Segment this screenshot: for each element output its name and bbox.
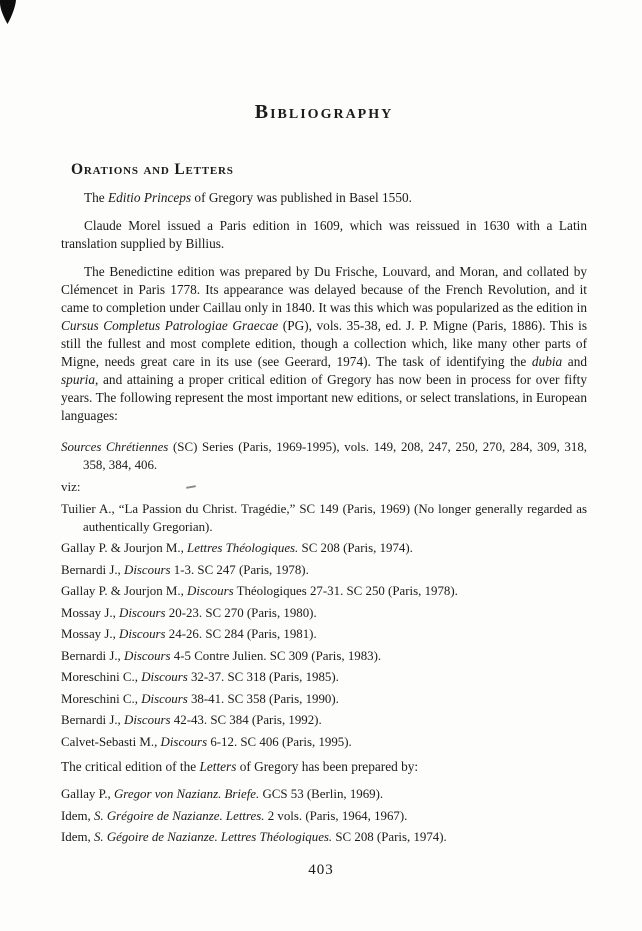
bibliography-entry: Tuilier A., “La Passion du Christ. Tragédie,” SC 149 (Paris, 1969) (No longer generally regarded as authentically Gregorian).: [61, 502, 587, 534]
bibliography-entry: Bernardi J., Discours 1-3. SC 247 (Paris, 1978).: [61, 562, 309, 577]
benedictine-paragraph: The Benedictine edition was prepared by Du Frische, Louvard, and Moran, and collated by Clémencet in Paris 1778. Its appearance was delayed because of the French Revolution, and it came to completion under Caillau only in 1840. It was this which was popularized as the edition in Cursus Completus Patrologiae Graecae (PG), vols. 35-38, ed. J. P. Migne (Paris, 1886). This is still the fullest and most complete edition, though a collection which, like many other parts of Migne, needs great care in its use (see Geerard, 1974). The task of identifying the dubia and spuria, and attaining a proper critical edition of Gregory has now been in process for over fifty years. The following represent the most important new editions, or select translations, in European languages:: [61, 264, 588, 423]
bibliography-entry: Mossay J., Discours 24-26. SC 284 (Paris, 1981).: [61, 627, 317, 641]
page-number: 403: [308, 862, 334, 878]
letters-bibliography-list: [61, 786, 587, 847]
bibliography-entry: Moreschini C., Discours 32-37. SC 318 (Paris, 1985).: [61, 670, 339, 684]
critical-edition-intro: The critical edition of the Letters of Gregory has been prepared by:: [61, 759, 419, 774]
bibliography-entry: Idem, S. Grégoire de Nazianze. Lettres. 2 vols. (Paris, 1964, 1967).: [61, 808, 408, 823]
bibliography-entry-series: Sources Chrétiennes (SC) Series (Paris, 1969-1995), vols. 149, 208, 247, 250, 270, 284, 309, 318, 358, 384, 406.: [61, 440, 587, 472]
section-heading: Orations and Letters: [71, 161, 234, 178]
viz-label: viz:: [61, 479, 81, 494]
bibliography-entry: Bernardi J., Discours 42-43. SC 384 (Paris, 1992).: [61, 713, 322, 727]
intro-paragraph: The Editio Princeps of Gregory was published in Basel 1550.: [84, 190, 412, 205]
bibliography-entry: Bernardi J., Discours 4-5 Contre Julien. SC 309 (Paris, 1983).: [61, 648, 382, 663]
bibliography-entry: Idem, S. Gégoire de Nazianze. Lettres Théologiques. SC 208 (Paris, 1974).: [61, 830, 447, 844]
bibliography-entry: Gallay P. & Jourjon M., Discours Théologiques 27-31. SC 250 (Paris, 1978).: [61, 584, 458, 598]
bibliography-entry: Gallay P., Gregor von Nazianz. Briefe. GCS 53 (Berlin, 1969).: [61, 787, 384, 801]
sc-bibliography-list: [61, 439, 587, 751]
morel-paragraph: Claude Morel issued a Paris edition in 1609, which was reissued in 1630 with a Latin translation supplied by Billius.: [61, 218, 587, 251]
bibliography-entry: Moreschini C., Discours 38-41. SC 358 (Paris, 1990).: [61, 691, 339, 706]
ink-blob-artifact: [0, 0, 20, 26]
page-title: Bibliography: [254, 101, 394, 123]
bibliography-entry: Calvet-Sebasti M., Discours 6-12. SC 406 (Paris, 1995).: [61, 734, 352, 749]
bibliography-entry: Gallay P. & Jourjon M., Lettres Théologiques. SC 208 (Paris, 1974).: [61, 541, 413, 555]
bibliography-entry: Mossay J., Discours 20-23. SC 270 (Paris, 1980).: [61, 605, 317, 620]
